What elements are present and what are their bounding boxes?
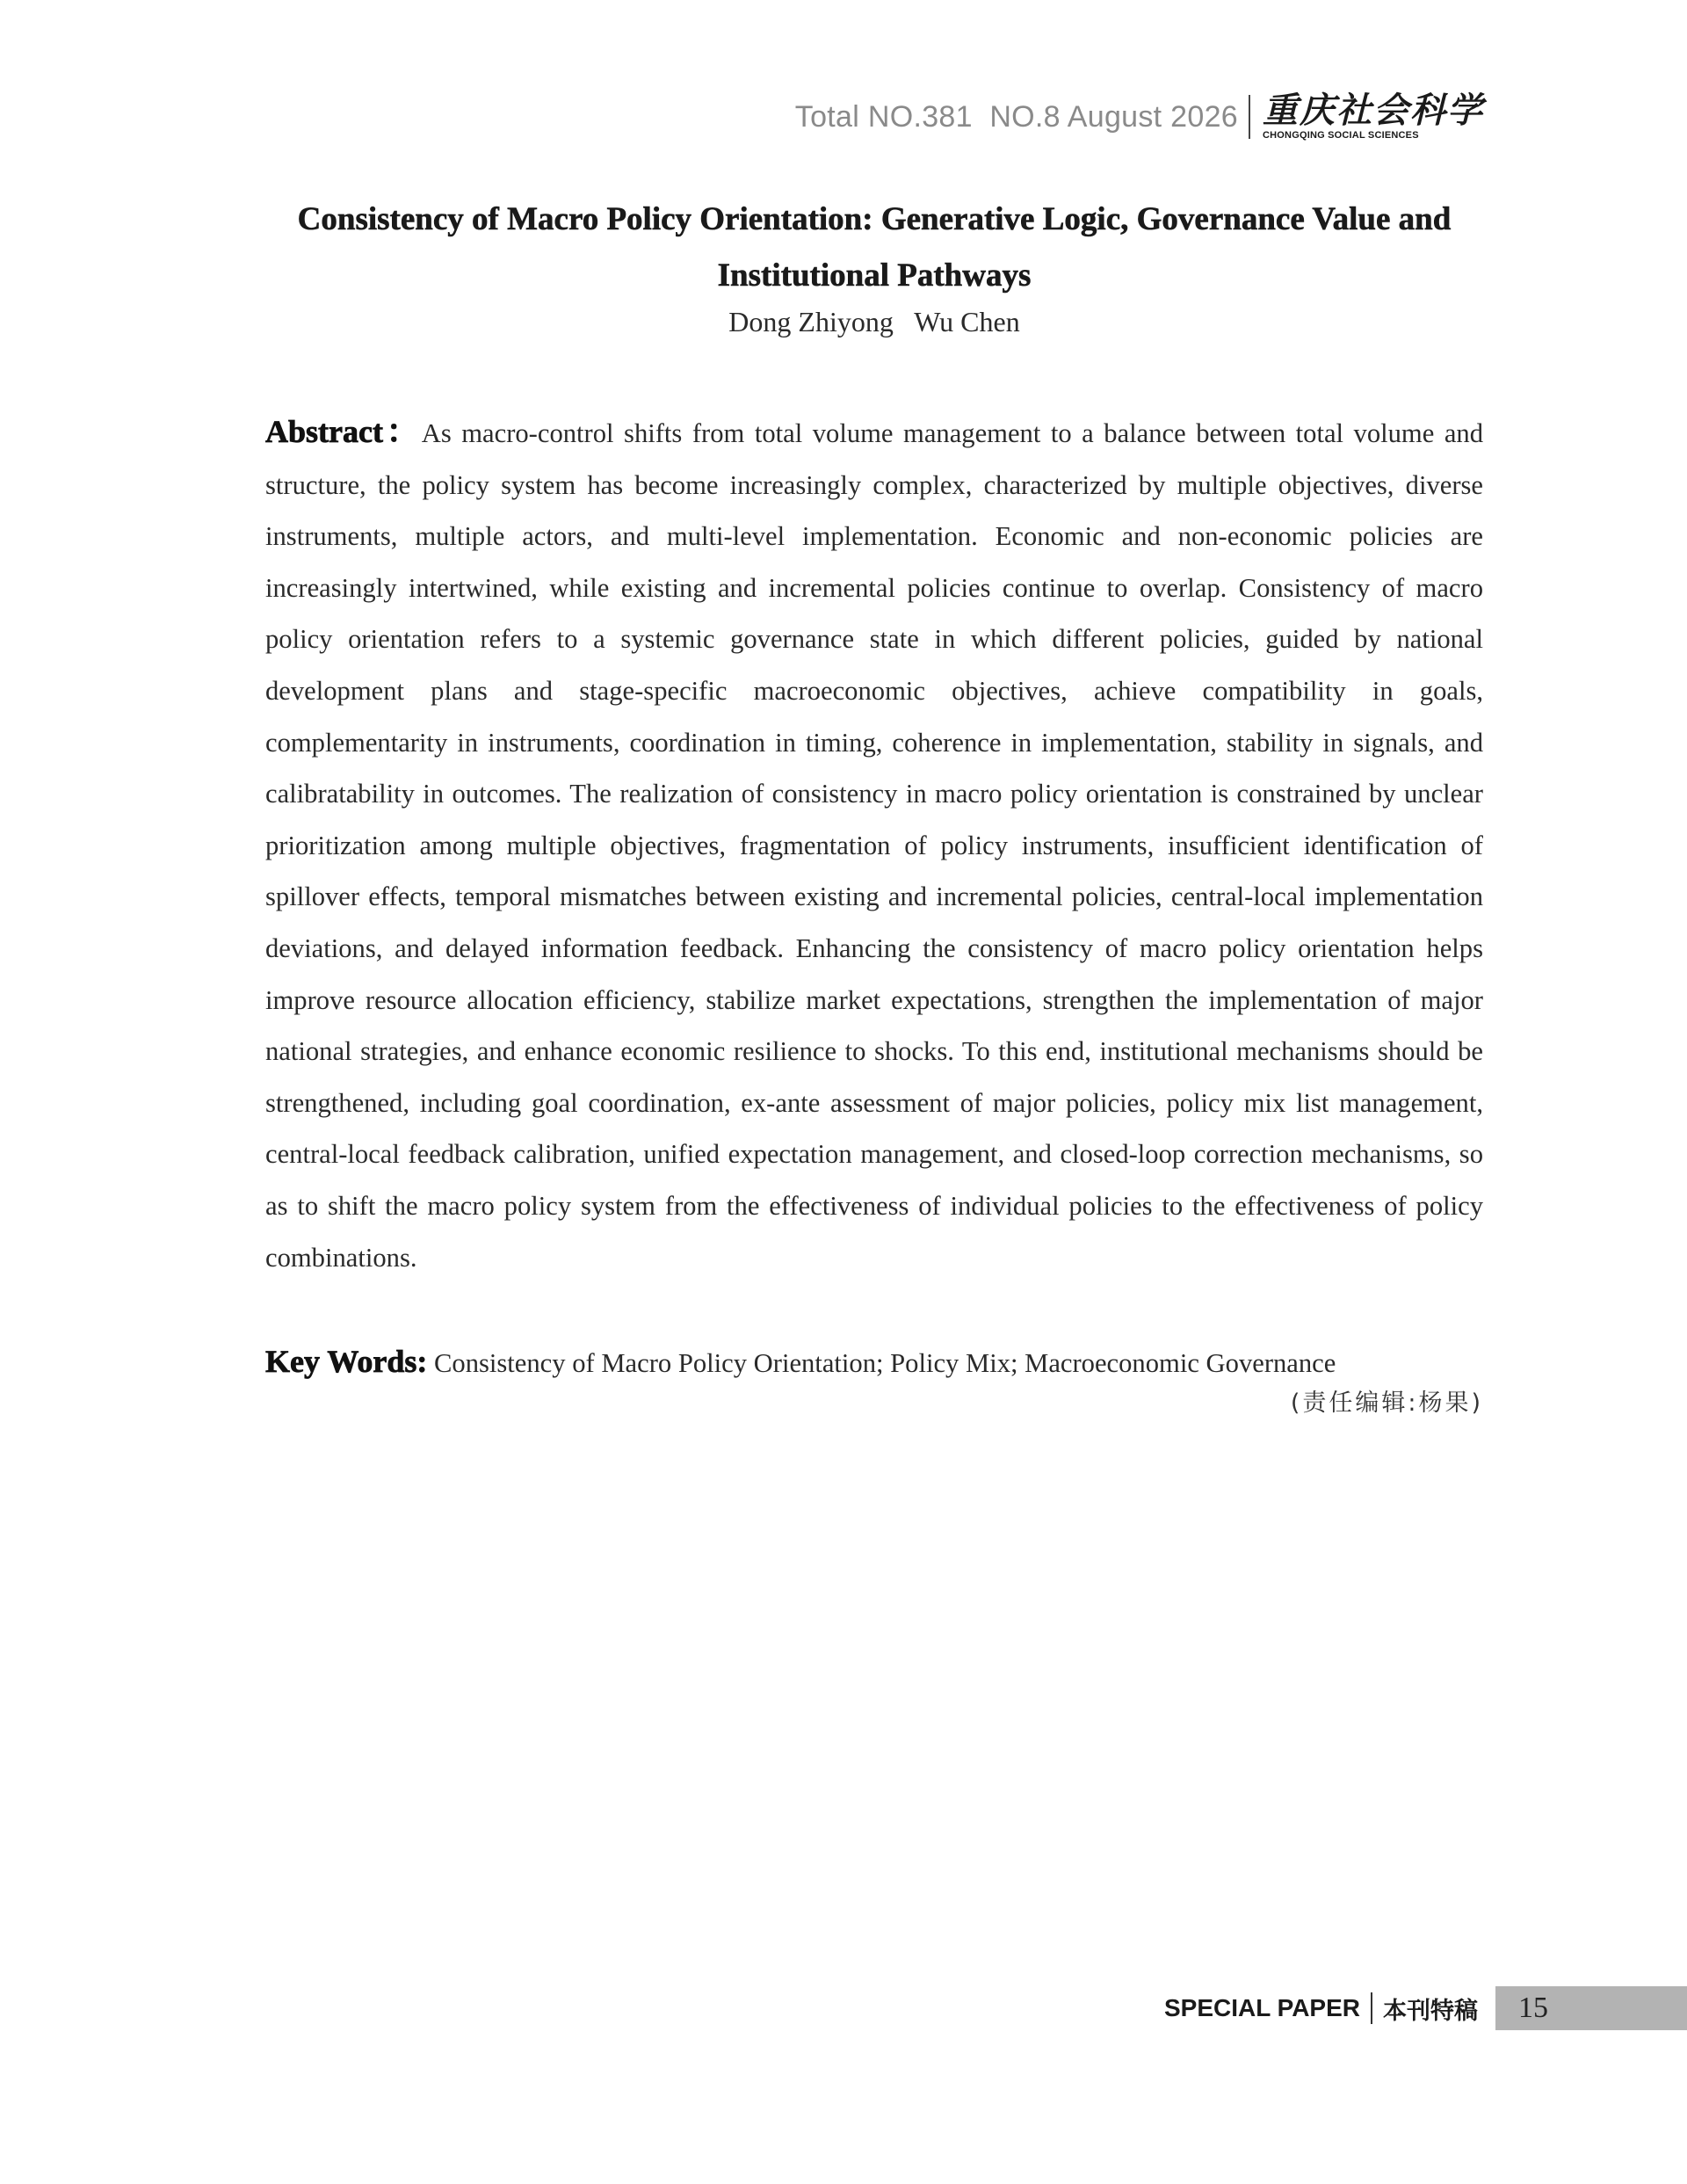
- issue-info: Total NO.381 NO.8 August 2026: [794, 99, 1238, 134]
- section-name-en: SPECIAL PAPER: [1163, 1994, 1360, 2021]
- keywords-text: Consistency of Macro Policy Orientation; Policy Mix; Macroeconomic Governance: [434, 1348, 1336, 1378]
- page-number: 15: [1518, 1992, 1548, 2024]
- running-header: [794, 90, 1484, 141]
- keywords-line: [265, 1336, 1483, 1389]
- article-authors: Dong Zhiyong Wu Chen: [728, 306, 1020, 337]
- abstract-label: Abstract：: [265, 414, 422, 449]
- journal-logo: [1263, 90, 1484, 141]
- article-title: Consistency of Macro Policy Orientation: Generative Logic, Governance Value and Institutional Pathways: [297, 201, 1452, 294]
- abstract-text: As macro-control shifts from total volume management to a balance between total volume and structure, the policy system has become increasingly complex, characterized by multiple objectives, diverse instruments, multiple actors, and multi-level implementation. Economic and non-economic policies are increasingly intertwined, while existing and incremental policies continue to overlap. Consistency of macro policy orientation refers to a systemic governance state in which different policies, guided by national development plans and stage-specific macroeconomic objectives, achieve compatibility in goals, complementarity in instruments, coordination in timing, coherence in implementation, stability in signals, and calibratability in outcomes. The realization of consistency in macro policy orientation is constrained by unclear prioritization among multiple objectives, fragmentation of policy instruments, insufficient identification of spillover effects, temporal mismatches between existing and incremental policies, central-local implementation deviations, and delayed information feedback. Enhancing the consistency of macro policy orientation helps improve resource allocation efficiency, stabilize market expectations, strengthen the implementation of major national strategies, and enhance economic resilience to shocks. To this end, institutional mechanisms should be strengthened, including goal coordination, ex-ante assessment of major policies, policy mix list management, central-local feedback calibration, unified expectation management, and closed-loop correction mechanisms, so as to shift the macro policy system from the effectiveness of individual policies to the effectiveness of policy combinations.: [265, 418, 1483, 1273]
- footer-divider: [1371, 1992, 1372, 2024]
- abstract-paragraph: [265, 406, 1483, 1283]
- page-footer: [1164, 1986, 1687, 2030]
- keywords-label: Key Words:: [265, 1344, 428, 1379]
- journal-name-cn: 重庆社会科学: [1263, 90, 1484, 131]
- page-number-box: [1495, 1986, 1687, 2030]
- section-name-cn: 本刊特稿: [1383, 1997, 1478, 2025]
- header-divider: [1249, 95, 1250, 139]
- journal-name-en: CHONGQING SOCIAL SCIENCES: [1263, 130, 1419, 141]
- responsible-editor: (责任编辑:杨果): [1290, 1389, 1483, 1417]
